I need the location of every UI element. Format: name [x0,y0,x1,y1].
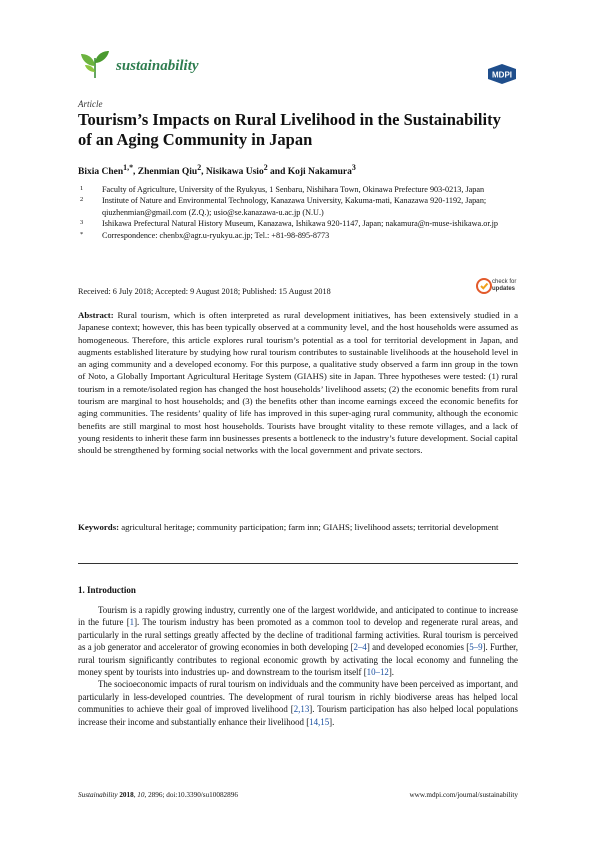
abstract [78,309,518,457]
paragraph-text: The socioeconomic impacts of rural tourism on individuals and the community have been perceived as important, and particularly in less-developed countries. The development of rural tourism in richly biodiverse areas has helped local communities to achieve their goal of improved livelihood [ [78,679,518,715]
check-updates-icon [476,277,492,295]
publication-dates: Received: 6 July 2018; Accepted: 9 August 2018; Published: 15 August 2018 [78,287,331,296]
author-separator: and [267,167,288,178]
affiliation-mark: 3 [80,219,84,227]
author-sup: 1,* [123,163,134,172]
check-updates-label [492,279,516,293]
citation-link[interactable]: 5–9 [469,642,483,653]
affiliations [78,184,518,241]
footer-volume: 10 [137,791,145,799]
article-title: Tourism’s Impacts on Rural Livelihood in the Sustainability of an Aging Community in Japan [78,110,501,149]
paragraph-text: ]. Tourism participation has also helped local populations increase their income and substantially enhance their livelihood [ [78,704,519,727]
affiliation [78,184,518,195]
citation-link[interactable]: 14,15 [309,716,330,727]
affiliation-text: Ishikawa Prefectural Natural History Museum, Kanazawa, Ishikawa 920-1147, Japan; nakamura@n-muse-ishikawa.or.jp [102,219,499,229]
affiliation-mark: 1 [80,185,84,192]
check-updates-line1: check for [492,279,517,285]
paragraph-text: ]. [388,667,395,678]
citation-link[interactable]: 2–4 [353,642,367,653]
paragraph [78,678,518,728]
abstract-text: Rural tourism, which is often interpreted as rural development initiatives, has been extensively studied in a Japanese context; however, this has been typically observed at a community level, and the host households were assumed as homogeneous. Therefore, this article explores rural tourism’s potential as a tool for territorial development in Japan, and augments established literature by studying how rural tourism contributes to sustainable livelihoods at the household level in an aging community and a developed economy. For this purpose, a qualitative study observed a farm inn group in the town of Noto, a Globally Important Agricultural Heritage System (GIAHS) site in Japan. Three hypotheses were tested: (1) rural tourism in a remote/isolated region has changed the host households’ livelihood assets; (2) the economic benefits from rural tourism are marginal to host households; and (3) the benefits other than income earnings exceed the economic benefits for aging communities. The residents’ quality of life has improved in this super-aging rural community, although the economic benefits are still marginal to most host households. Tourists have brought vitality to these remote villages, and a lack of young residents to inherit these farm inn businesses presents a bottleneck to the industry’s future development. Social capital should be strengthened by forming social networks with the local government and private sectors. [78,310,519,456]
paragraph-text: ]. The tourism industry has been promoted as a common tool to develop and regenerate rural areas, and particularly in the rural settings greatly affected by the decline of traditional farming activities. Rural tourism is perceived as a job generator and accelerator of growing economies in both developing [ [78,617,518,653]
affiliation [78,195,518,218]
keywords [78,521,518,533]
check-updates-line2: updates [492,286,516,292]
journal-logo-icon [78,48,112,87]
author-separator: , [201,167,206,178]
author-sup: 2 [263,163,268,172]
paragraph [78,604,518,678]
mdpi-logo-icon [486,63,518,90]
affiliation [78,218,518,229]
author-name[interactable]: Bixia Chen [78,167,124,178]
mdpi-logo-text: MDPI [492,70,512,80]
author-name[interactable]: Zhenmian Qiu [137,167,198,178]
journal-name: sustainability [116,58,199,74]
keywords-label: Keywords: [78,522,120,532]
footer-journal: Sustainability [78,791,118,799]
section-divider [78,563,518,564]
affiliation-text: Institute of Nature and Environmental Technology, Kanazawa University, Kakuma-mati, Kanazawa 920-1192, Japan; qiuzhenmian@gmail.com (Z.Q.); usio@se.kanazawa-u.ac.jp (N.U.) [102,196,487,217]
author-separator: , [133,167,138,178]
abstract-label: Abstract: [78,310,114,320]
footer-citation: Sustainability 2018, 10, 2896; doi:10.3390/su10082896 [78,791,238,799]
citation-link[interactable]: 2,13 [293,704,310,715]
citation-link[interactable]: 10–12 [366,667,389,678]
author-sup: 3 [351,163,356,172]
affiliation-mark: 2 [80,196,84,204]
footer-doi: doi:10.3390/su10082896 [166,791,238,799]
paragraph-text: Tourism is a rapidly growing industry, currently one of the largest worldwide, and anticipated to continue to increase in the future [ [78,605,518,628]
affiliation-text: Faculty of Agriculture, University of the Ryukyus, 1 Senbaru, Nishihara Town, Okinawa Prefecture 903-0213, Japan [102,185,485,194]
paragraph-text: ] and developed economies [ [366,642,470,653]
footer-url-link[interactable]: www.mdpi.com/journal/sustainability [409,791,518,799]
section-heading: 1. Introduction [78,585,136,595]
author-name[interactable]: Nisikawa Usio [205,167,264,178]
paragraph-text: ]. [329,716,335,727]
affiliation-mark: * [80,230,84,238]
introduction-body [78,604,518,728]
keywords-text: agricultural heritage; community participation; farm inn; GIAHS; livelihood assets; territorial development [121,522,499,532]
author-name[interactable]: Koji Nakamura [287,167,352,178]
correspondence-text: Correspondence: chenbx@agr.u-ryukyu.ac.jp; Tel.: +81-98-895-8773 [102,230,330,240]
footer-year: 2018 [119,791,134,799]
article-type: Article [78,99,103,109]
citation-link[interactable]: 1 [129,617,135,628]
author-list [78,163,356,177]
paragraph-text: ]. Further, rural tourism significantly contributes to regional economic growth by activating the local economy and funneling the money spent by tourists into industries up- and downstream to the tourism itself [ [78,642,518,678]
footer-article-no: 2896 [148,791,163,799]
author-sup: 2 [197,163,202,172]
correspondence [78,230,518,241]
